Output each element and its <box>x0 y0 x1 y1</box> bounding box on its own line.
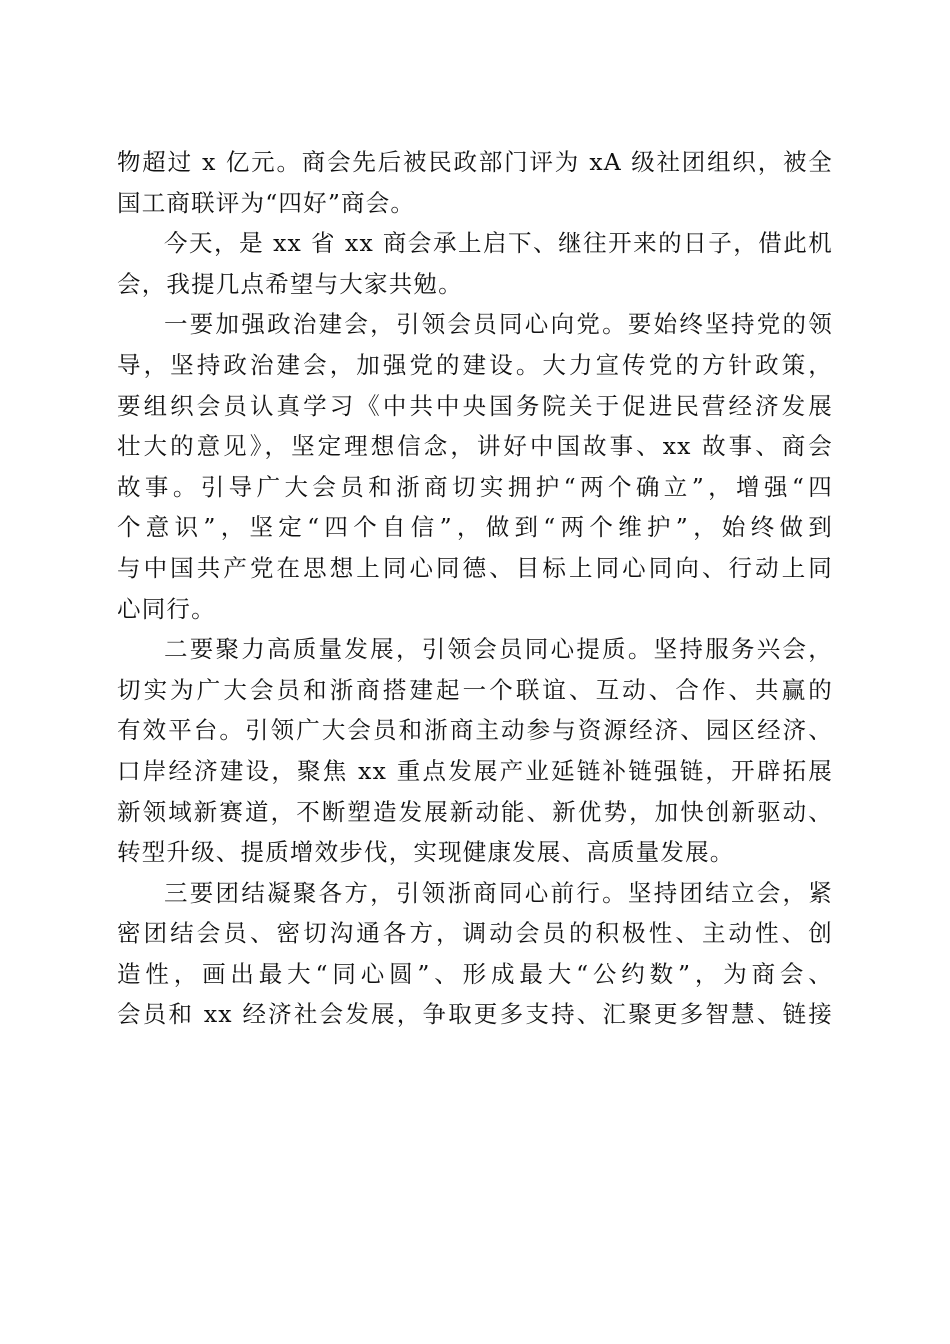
text-line: 与中国共产党在思想上同心同德、目标上同心同向、行动上同 <box>117 553 833 582</box>
text-line: 故事。引导广大会员和浙商切实拥护“两个确立”，增强“四 <box>117 472 833 501</box>
text-line: 导，坚持政治建会，加强党的建设。大力宣传党的方针政策， <box>117 350 833 379</box>
text-line: 转型升级、提质增效步伐，实现健康发展、高质量发展。 <box>117 838 735 867</box>
text-line: 会员和 xx 经济社会发展，争取更多支持、汇聚更多智慧、链接 <box>117 1000 833 1029</box>
text-line: 会，我提几点希望与大家共勉。 <box>117 269 463 298</box>
text-line: 切实为广大会员和浙商搭建起一个联谊、互动、合作、共赢的 <box>117 675 833 704</box>
text-line: 密团结会员、密切沟通各方，调动会员的积极性、主动性、创 <box>117 919 833 948</box>
text-line: 造性，画出最大“同心圆”、形成最大“公约数”，为商会、 <box>117 959 833 988</box>
text-line: 三要团结凝聚各方，引领浙商同心前行。坚持团结立会，紧 <box>164 878 833 907</box>
text-line: 有效平台。引领广大会员和浙商主动参与资源经济、园区经济、 <box>117 716 833 745</box>
paragraph-intro <box>117 223 833 304</box>
paragraph-point-three <box>117 873 833 1035</box>
paragraph-continuation <box>117 142 833 223</box>
text-line: 心同行。 <box>117 594 216 623</box>
paragraph-point-one <box>117 304 833 629</box>
text-line: 今天，是 xx 省 xx 商会承上启下、继往开来的日子，借此机 <box>164 229 833 258</box>
text-line: 国工商联评为“四好”商会。 <box>117 188 416 217</box>
text-line: 要组织会员认真学习《中共中央国务院关于促进民营经济发展 <box>117 391 833 420</box>
document-page <box>117 142 833 1035</box>
text-line: 壮大的意见》，坚定理想信念，讲好中国故事、xx 故事、商会 <box>117 432 833 461</box>
paragraph-point-two <box>117 629 833 873</box>
text-line: 物超过 x 亿元。商会先后被民政部门评为 xA 级社团组织，被全 <box>117 148 833 176</box>
text-line: 新领域新赛道，不断塑造发展新动能、新优势，加快创新驱动、 <box>117 797 833 826</box>
text-line: 一要加强政治建会，引领会员同心向党。要始终坚持党的领 <box>164 310 833 339</box>
text-line: 个意识”，坚定“四个自信”，做到“两个维护”，始终做到 <box>117 513 833 542</box>
text-line: 二要聚力高质量发展，引领会员同心提质。坚持服务兴会， <box>164 635 833 664</box>
text-line: 口岸经济建设，聚焦 xx 重点发展产业延链补链强链，开辟拓展 <box>117 756 833 785</box>
